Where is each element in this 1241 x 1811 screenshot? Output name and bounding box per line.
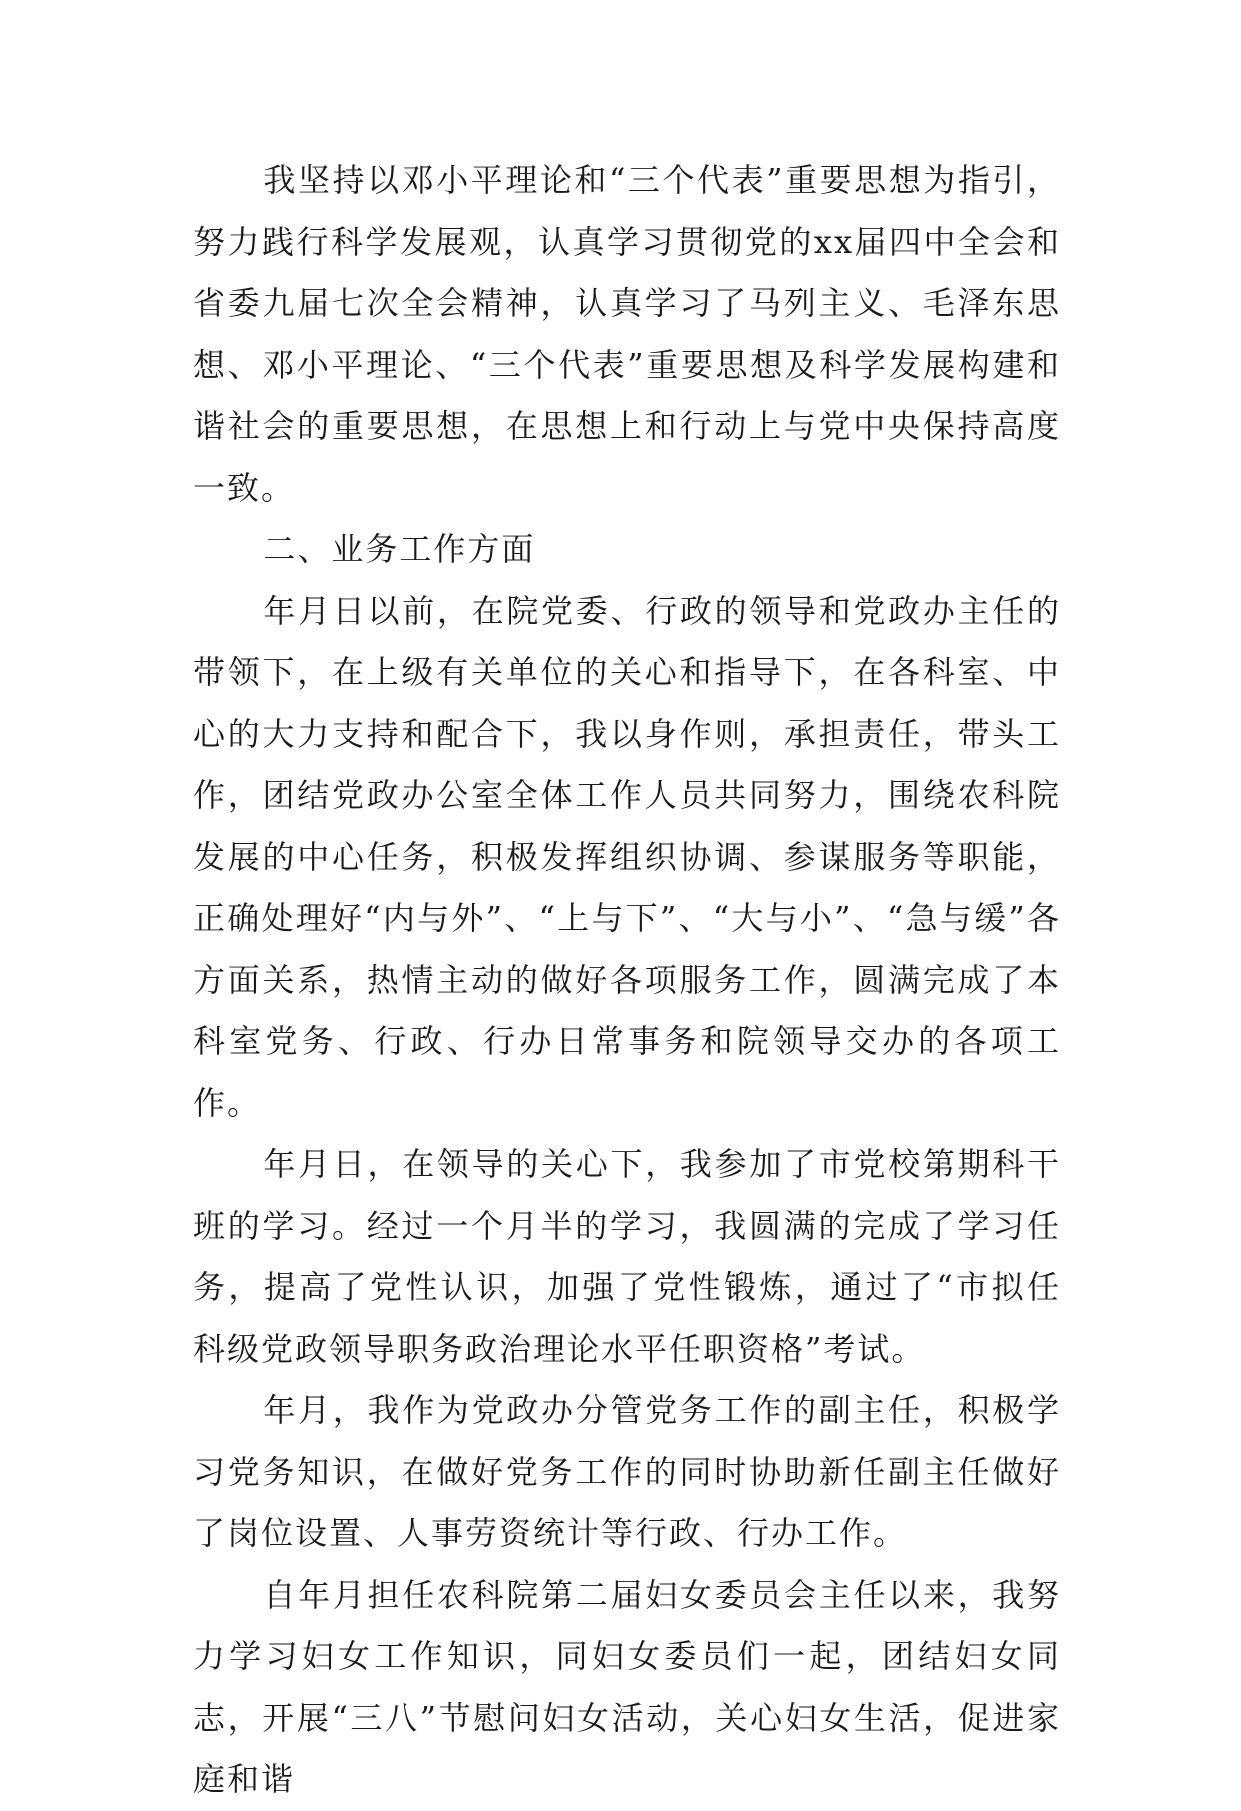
paragraph-political-study: 我坚持以邓小平理论和“三个代表”重要思想为指引，努力践行科学发展观，认真学习贯彻党的xx届四中全会和省委九届七次全会精神，认真学习了马列主义、毛泽东思想、邓小平理论、“三个代表”重要思想及科学发展构建和谐社会的重要思想，在思想上和行动上与党中央保持高度一致。 [193, 161, 1061, 507]
document-body [193, 150, 1061, 1811]
paragraph-womens-committee: 自年月担任农科院第二届妇女委员会主任以来，我努力学习妇女工作知识，同妇女委员们一起，团结妇女同志，开展“三八”节慰问妇女活动，关心妇女生活，促进家庭和谐 [193, 1575, 1061, 1798]
section-heading-business-work: 二、业务工作方面 [263, 530, 536, 568]
paragraph-office-work: 年月日以前，在院党委、行政的领导和党政办主任的带领下，在上级有关单位的关心和指导下，在各科室、中心的大力支持和配合下，我以身作则，承担责任，带头工作，团结党政办公室全体工作人员共同努力，围绕农科院发展的中心任务，积极发挥组织协调、参谋服务等职能，正确处理好“内与外”、“上与下”、“大与小”、“急与缓”各方面关系，热情主动的做好各项服务工作，圆满完成了本科室党务、行政、行办日常事务和院领导交办的各项工作。 [193, 591, 1061, 1122]
paragraph-party-school-study: 年月日，在领导的关心下，我参加了市党校第期科干班的学习。经过一个月半的学习，我圆满的完成了学习任务，提高了党性认识，加强了党性锻炼，通过了“市拟任科级党政领导职务政治理论水平任职资格”考试。 [193, 1145, 1061, 1368]
paragraph-deputy-director-duties: 年月，我作为党政办分管党务工作的副主任，积极学习党务知识，在做好党务工作的同时协助新任副主任做好了岗位设置、人事劳资统计等行政、行办工作。 [193, 1391, 1061, 1552]
